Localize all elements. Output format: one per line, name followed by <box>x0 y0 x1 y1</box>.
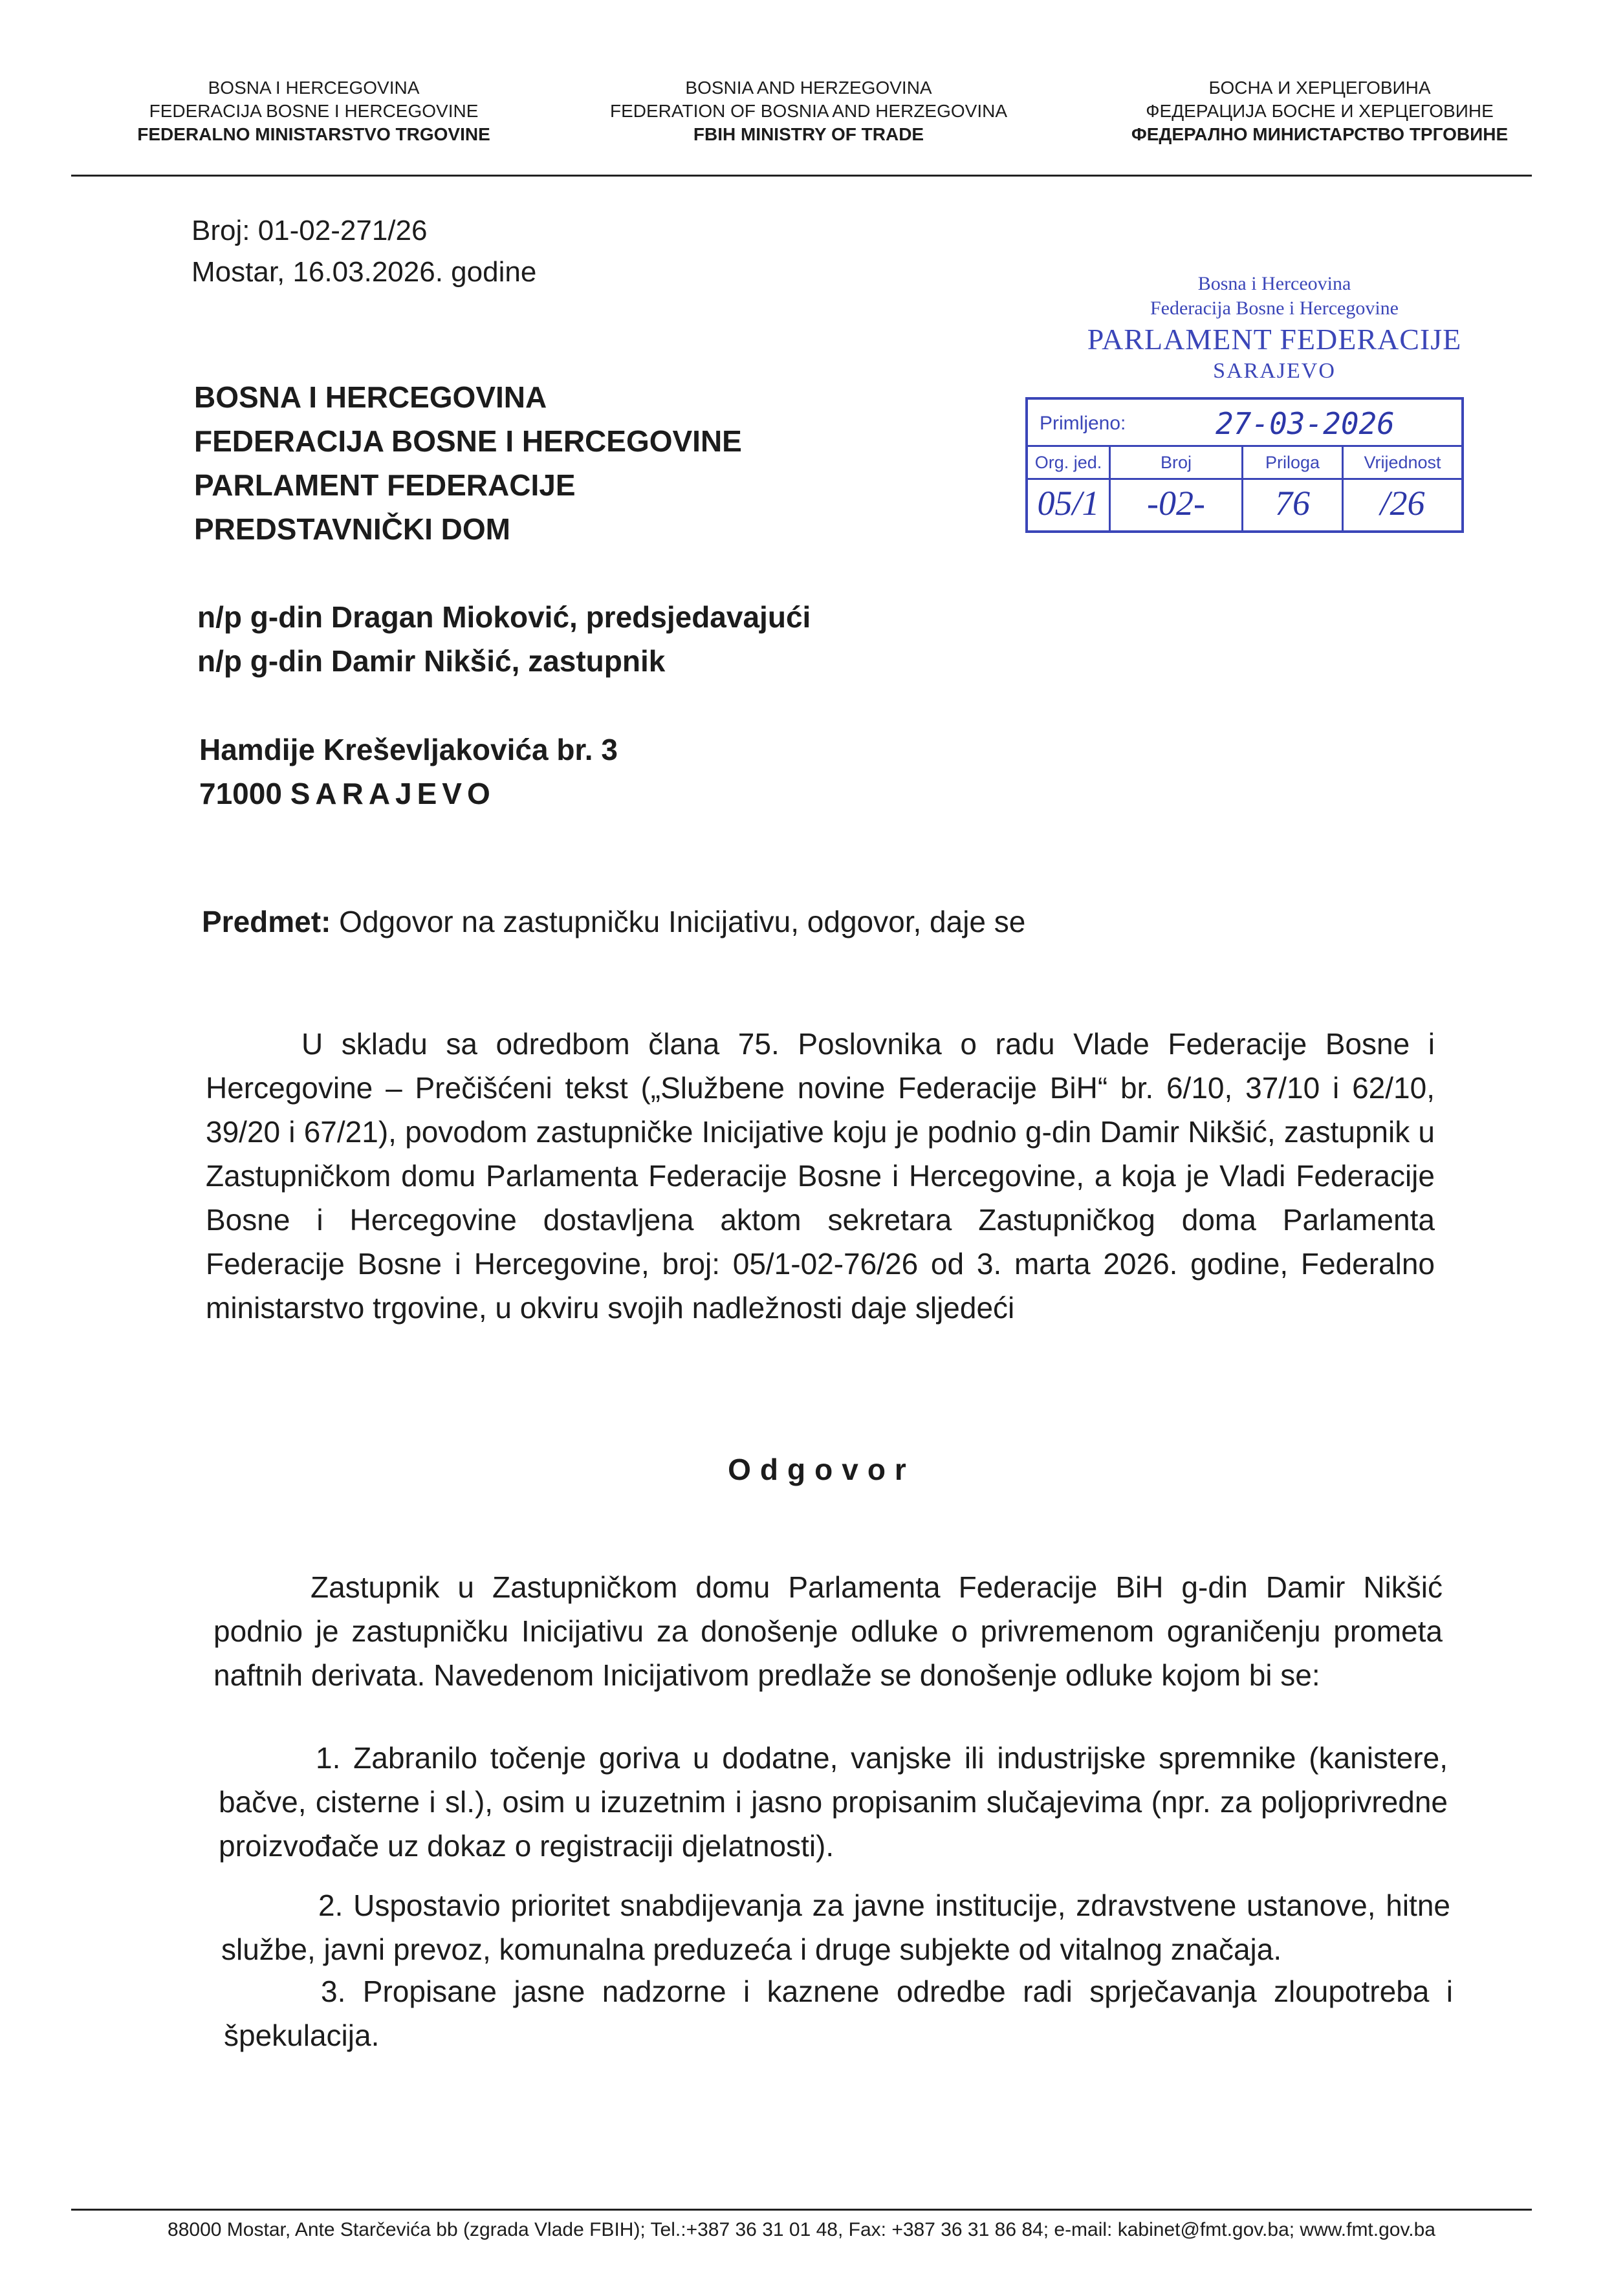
stamp-grid <box>1028 447 1461 533</box>
attention-chair: n/p g-din Dragan Mioković, predsjedavajući <box>197 600 811 634</box>
header-english-line3: FBIH MINISTRY OF TRADE <box>693 124 924 144</box>
stamp-received-row <box>1028 400 1461 447</box>
header-bosnian-line1: BOSNA I HERCEGOVINA <box>208 78 420 98</box>
stamp-line2: Federacija Bosne i Hercegovine <box>1150 298 1399 319</box>
stamp-col-priloga: Priloga <box>1243 449 1342 480</box>
received-stamp-header <box>1009 272 1540 384</box>
stamp-col-org: Org. jed. <box>1028 449 1109 480</box>
footer-contact: 88000 Mostar, Ante Starčevića bb (zgrada Vlade FBIH); Tel.:+387 36 31 01 48, Fax: +387 36 31 86 84; e-mail: kabinet@fmt.gov.ba; www.fmt.gov.ba <box>168 2219 1435 2240</box>
header-english <box>556 76 1061 146</box>
section-heading: Odgovor <box>728 1453 915 1486</box>
header-english-line1: BOSNIA AND HERZEGOVINA <box>685 78 932 98</box>
address-street: Hamdije Kreševljakovića br. 3 <box>199 733 618 766</box>
stamp-val-priloga: 76 <box>1275 484 1310 523</box>
stamp-col-broj: Broj <box>1111 449 1241 480</box>
received-stamp-box <box>1025 397 1464 533</box>
header-divider <box>71 175 1532 177</box>
stamp-received-label: Primljeno: <box>1040 413 1126 434</box>
stamp-line1: Bosna i Herceovina <box>1197 273 1351 294</box>
subject-label: Predmet: <box>202 905 331 938</box>
header-cyrillic <box>1074 76 1565 146</box>
header-cyrillic-line1: БОСНА И ХЕРЦЕГОВИНА <box>1208 78 1431 98</box>
addressee-line1: BOSNA I HERCEGOVINA <box>194 380 547 414</box>
stamp-received-date: 27-03-2026 <box>1216 406 1395 441</box>
header-bosnian-line3: FEDERALNO MINISTARSTVO TRGOVINE <box>137 124 490 144</box>
header-cyrillic-line3: ФЕДЕРАЛНО МИНИСТАРСТВО ТРГОВИНЕ <box>1131 124 1509 144</box>
addressee-line4: PREDSTAVNIČKI DOM <box>194 512 510 546</box>
address-zip: 71000 <box>199 777 282 810</box>
footer-divider <box>71 2209 1532 2211</box>
stamp-line4: SARAJEVO <box>1213 359 1336 383</box>
addressee-block <box>194 375 742 551</box>
stamp-line3: PARLAMENT FEDERACIJE <box>1087 323 1462 356</box>
attention-representative: n/p g-din Damir Nikšić, zastupnik <box>197 644 666 678</box>
header-english-line2: FEDERATION OF BOSNIA AND HERZEGOVINA <box>609 101 1008 121</box>
addressee-line2: FEDERACIJA BOSNE I HERCEGOVINE <box>194 424 742 458</box>
stamp-cell-broj <box>1111 447 1243 533</box>
address-city-line <box>199 772 618 816</box>
reference-number: Broj: 01-02-271/26 <box>191 215 428 246</box>
address-city: SARAJEVO <box>290 777 496 810</box>
stamp-val-org: 05/1 <box>1037 484 1100 523</box>
body-paragraph-2: Zastupnik u Zastupničkom domu Parlamenta Federacije BiH g-din Damir Nikšić podnio je zastupničku Inicijativu za donošenje odluke o privremenom ograničenju prometa naftnih derivata. Navedenom Inicijativom predlaže se donošenje odluke kojom bi se: <box>213 1570 1443 1692</box>
stamp-cell-org <box>1028 447 1111 533</box>
stamp-val-broj: -02- <box>1147 484 1205 523</box>
body-paragraph-1: U skladu sa odredbom člana 75. Poslovnika o radu Vlade Federacije Bosne i Hercegovine – Prečišćeni tekst („Službene novine Federacije BiH“ br. 6/10, 37/10 i 62/10, 39/20 i 67/21), povodom zastupničke Inicijative koju je podnio g-din Damir Nikšić, zastupnik u Zastupničkom domu Parlamenta Federacije Bosne i Hercegovine, a koja je Vladi Federacije Bosne i Hercegovine dostavljena aktom sekretara Zastupničkog doma Parlamenta Federacije Bosne i Hercegovine, broj: 05/1-02-76/26 od 3. marta 2026. godine, Federalno ministarstvo trgovine, u okviru svojih nadležnosti daje sljedeći <box>206 1027 1435 1325</box>
stamp-cell-vrijednost <box>1344 447 1461 533</box>
stamp-col-vrijednost: Vrijednost <box>1344 449 1461 480</box>
stamp-val-vrijednost: /26 <box>1380 484 1425 523</box>
header-bosnian <box>78 76 550 146</box>
reference-block <box>191 210 536 293</box>
stamp-cell-priloga <box>1243 447 1344 533</box>
list-item-2: 2. Uspostavio prioritet snabdijevanja za javne institucije, zdravstvene ustanove, hitne službe, javni prevoz, komunalna preduzeća i druge subjekte od vitalnog značaja. <box>221 1889 1450 1966</box>
header-cyrillic-line2: ФЕДЕРАЦИЈА БОСНЕ И ХЕРЦЕГОВИНЕ <box>1146 101 1494 121</box>
header-bosnian-line2: FEDERACIJA BOSNE I HERCEGOVINE <box>149 101 479 121</box>
list-item-3: 3. Propisane jasne nadzorne i kaznene odredbe radi sprječavanja zloupotreba i špekulacija. <box>224 1975 1453 2052</box>
address-block <box>199 728 618 816</box>
subject-line <box>202 902 1025 941</box>
addressee-line3: PARLAMENT FEDERACIJE <box>194 468 576 502</box>
subject-text: Odgovor na zastupničku Inicijativu, odgovor, daje se <box>339 905 1026 938</box>
list-item-1: 1. Zabranilo točenje goriva u dodatne, vanjske ili industrijske spremnike (kanistere, bačve, cisterne i sl.), osim u izuzetnim i jasno propisanim slučajevima (npr. za poljoprivredne proizvođače uz dokaz o registraciji djelatnosti). <box>219 1741 1448 1863</box>
reference-place-date: Mostar, 16.03.2026. godine <box>191 256 537 288</box>
attention-block <box>197 595 811 683</box>
